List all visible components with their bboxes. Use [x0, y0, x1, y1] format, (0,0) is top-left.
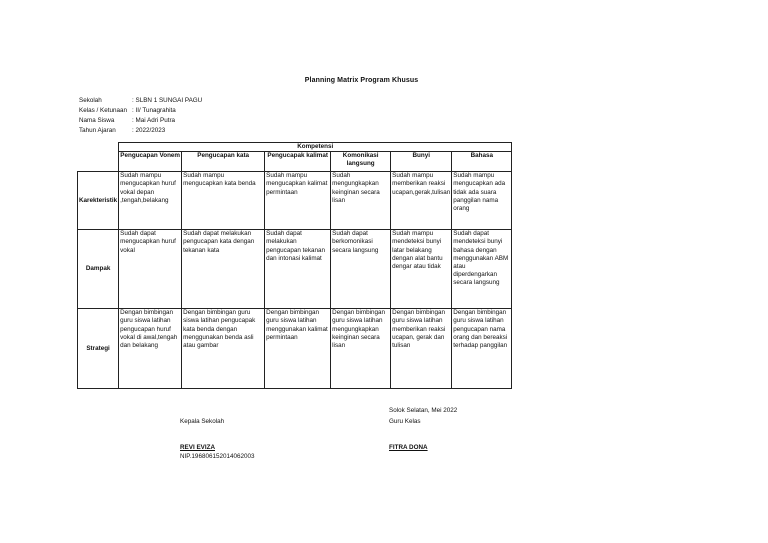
- table-cell: Dengan bimbingan guru siswa latihan memberikan reaksi ucapan, gerak dan tulisan: [391, 309, 452, 389]
- table-cell: Sudah mampu mengucapkan ada tidak ada suara panggilan nama orang: [452, 172, 512, 230]
- table-cell: Sudah mampu mengucapkan kalimat permintaan: [265, 172, 331, 230]
- table-cell: Dengan bimbingan guru siswa latihan menggunakan kalimat permintaan: [265, 309, 331, 389]
- column-header: Komonikasi langsung: [331, 152, 391, 172]
- table-cell: Sudah dapat mendeteksi bunyi bahasa dengan menggunakan ABM atau diperdengarkan secara langsung: [452, 230, 512, 309]
- principal-name: REVI EVIZA: [180, 444, 215, 451]
- table-cell: Dengan bimbingan guru siswa latihan pengucapan nama orang dan bereaksi terhadap panggilan: [452, 309, 512, 389]
- principal-nip: NIP.196806152014062003: [180, 453, 255, 460]
- student-info: [79, 96, 202, 136]
- table-cell: Sudah mengungkapkan keinginan secara lisan: [331, 172, 391, 230]
- document-title: Planning Matrix Program Khusus: [304, 77, 419, 84]
- info-label: Tahun Ajaran: [79, 127, 116, 134]
- blank-corner: [78, 143, 119, 152]
- info-label: Kelas / Ketunaan: [79, 107, 127, 114]
- table-cell: Dengan bimbingan guru siswa latihan mengungkapkan keinginan secara lisan: [331, 309, 391, 389]
- table-cell: Sudah mampu mengucapkan huruf vokal depan ,tengah,belakang: [119, 172, 182, 230]
- table-cell: Sudah mampu mengucapkan kata benda: [182, 172, 265, 230]
- info-value: : SLBN 1 SUNGAI PAGU: [132, 97, 203, 104]
- column-header: Bunyi: [391, 152, 452, 172]
- teacher-role: Guru Kelas: [389, 418, 421, 425]
- row-header: Strategi: [78, 309, 119, 389]
- table-cell: Dengan bimbingan guru siswa latihan pengucapak kata benda dengan menggunakan benda asli atau gambar: [182, 309, 265, 389]
- info-row-class: [79, 106, 202, 116]
- blank-corner: [78, 152, 119, 172]
- info-row-student: [79, 116, 202, 126]
- info-row-year: [79, 126, 202, 136]
- competence-header: Kompetensi: [119, 143, 512, 152]
- column-header: Bahasa: [452, 152, 512, 172]
- table-cell: Sudah dapat melakukan pengucapan kata dengan tekanan kata: [182, 230, 265, 309]
- table-cell: Sudah dapat mengucapkan huruf vokal: [119, 230, 182, 309]
- info-row-school: [79, 96, 202, 106]
- table-cell: Dengan bimbingan guru siswa latihan pengucapan huruf vokal di awal,tengah dan belakang: [119, 309, 182, 389]
- info-value: : Mai Adri Putra: [132, 117, 176, 124]
- teacher-name: FITRA DONA: [389, 444, 428, 451]
- table-cell: Sudah dapat berkomonikasi secara langsung: [331, 230, 391, 309]
- column-header: Pengucapak kalimat: [265, 152, 331, 172]
- info-value: : II/ Tunagrahita: [132, 107, 176, 114]
- row-header: Karekteristik: [78, 172, 119, 230]
- column-header: Pengucapan kata: [182, 152, 265, 172]
- table-cell: Sudah mampu memberikan reaksi ucapan,gerak,tulisan: [391, 172, 452, 230]
- column-header: Pengucapan Vonem: [119, 152, 182, 172]
- table-cell: Sudah dapat melakukan pengucapan tekanan dan intonasi kalimat: [265, 230, 331, 309]
- row-header: Dampak: [78, 230, 119, 309]
- planning-matrix-table: [77, 142, 512, 389]
- table-cell: Sudah mampu mendeteksi bunyi latar belakang dengan alat bantu dengar atau tidak: [391, 230, 452, 309]
- info-value: : 2022/2023: [132, 127, 166, 134]
- info-label: Sekolah: [79, 97, 102, 104]
- info-label: Nama Siswa: [79, 117, 115, 124]
- principal-role: Kepala Sekolah: [180, 418, 225, 425]
- place-date: Solok Selatan, Mei 2022: [389, 407, 458, 414]
